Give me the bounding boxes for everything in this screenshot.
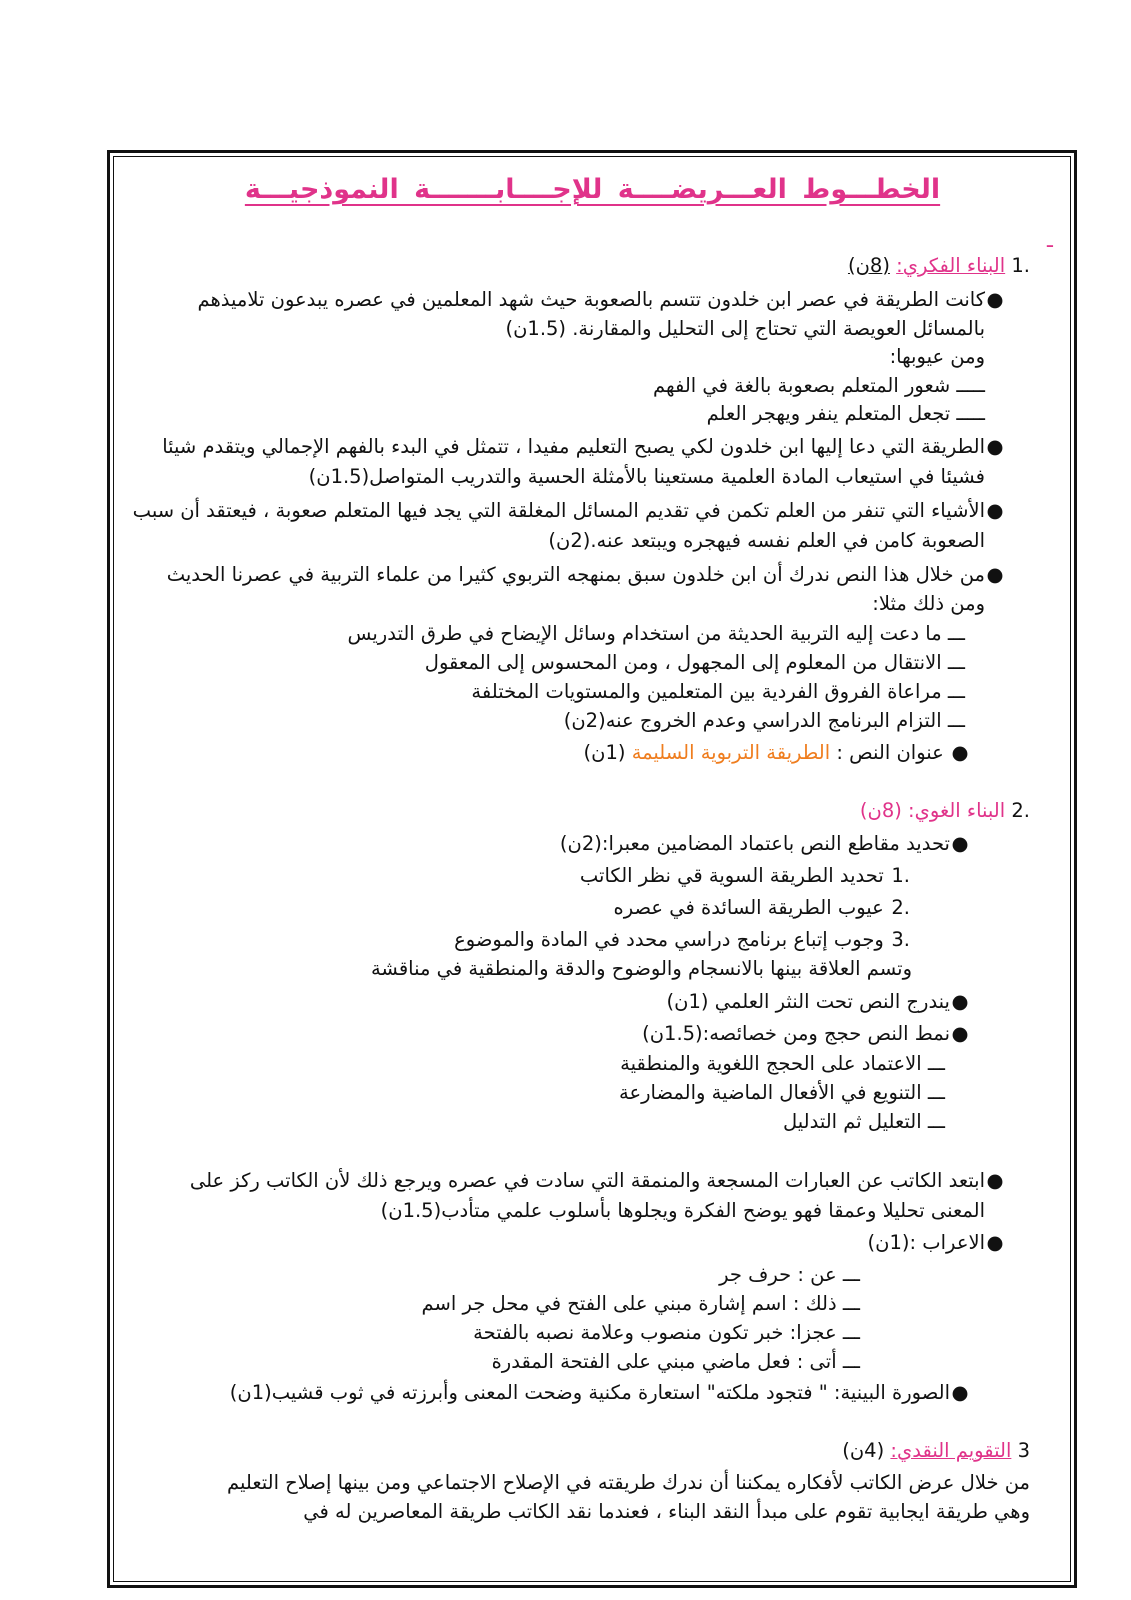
- s1-line-11: ومن ذلك مثلا:: [872, 592, 985, 615]
- section-1-points: (8ن): [847, 254, 890, 277]
- s2-parsing-item-3: ـــ عجزا: خبر تكون منصوب وعلامة نصبه بالفتحة: [473, 1321, 860, 1344]
- s1-line-13: ـــ الانتقال من المعلوم إلى المجهول ، ومن المحسوس إلى المعقول: [424, 651, 965, 674]
- s1-line-3: ومن عيوبها:: [889, 345, 985, 368]
- s2-style-line-2: المعنى تحليلا وعمقا فهو يوضح الفكرة ويجلوها بأسلوب علمي متأدب(1.5ن): [380, 1199, 985, 1222]
- section-2-points: (8ن): [859, 799, 902, 822]
- s2-parsing-label: ●الاعراب :(1ن): [867, 1231, 1004, 1254]
- text-title-points: (1ن): [583, 741, 626, 764]
- s1-line-10: ●من خلال هذا النص ندرك أن ابن خلدون سبق بمنهجه التربوي كثيرا من علماء التربية في عصرنا الحديث: [166, 563, 1004, 586]
- s2-image-line: ●الصورة البينية: " فتجود ملكته" استعارة مكنية وضحت المعنى وأبرزته في ثوب قشيب(1ن): [229, 1381, 969, 1404]
- s1-line-9: الصعوبة كامن في العلم نفسه فيهجره ويبتعد عنه.(2ن): [548, 529, 985, 552]
- s1-line-4: ـــــ شعور المتعلم بصعوبة بالغة في الفهم: [653, 374, 985, 397]
- s2-parsing-item-2: ـــ ذلك : اسم إشارة مبني على الفتح في محل جر اسم: [421, 1292, 860, 1315]
- s1-line-1: ●كانت الطريقة في عصر ابن خلدون تتسم بالصعوبة حيث شهد المعلمين في عصره يبدعون تلاميذهم: [197, 288, 1004, 311]
- section-1-title: البناء الفكري:: [896, 254, 1006, 277]
- s2-segment-3: .3 وجوب إتباع برنامج دراسي محدد في المادة والموضوع: [454, 928, 910, 951]
- s2-pattern-line: ●نمط النص حجج ومن خصائصه:(1.5ن): [642, 1022, 969, 1045]
- section-2-number: .2: [1011, 799, 1030, 822]
- text-title-label: عنوان النص :: [836, 741, 944, 764]
- s1-line-14: ـــ مراعاة الفروق الفردية بين المتعلمين والمستويات المختلفة: [471, 680, 965, 703]
- s1-line-7: فشيئا في استيعاب المادة العلمية مستعينا بالأمثلة الحسية والتدريب المتواصل(1.5ن): [308, 465, 985, 488]
- s1-line-8: ●الأشياء التي تنفر من العلم تكمن في تقديم المسائل المغلقة التي يجد فيها المتعلم صعوبة ، فيعتقد أن سبب: [132, 499, 1004, 522]
- s2-segments-intro: ●تحديد مقاطع النص باعتماد المضامين معبرا:(2ن): [559, 832, 969, 855]
- s1-text-title: ● عنوان النص : الطريقة التربوية السليمة (1ن): [583, 741, 969, 764]
- section-3-number: 3: [1017, 1439, 1030, 1462]
- document-title: الخطـــوط العـــريضــــة للإجــــابـــــــة النموذجيـــة: [244, 174, 941, 205]
- s2-parsing-item-4: ـــ أتى : فعل ماضي مبني على الفتحة المقدرة: [491, 1350, 860, 1373]
- section-1-number: .1: [1011, 254, 1030, 277]
- stray-mark: ـ: [1047, 228, 1053, 252]
- s2-segment-1: .1 تحديد الطريقة السوية قي نظر الكاتب: [579, 864, 910, 887]
- s2-pattern-item-1: ـــ الاعتماد على الحجج اللغوية والمنطقية: [620, 1052, 945, 1075]
- s3-line-1: من خلال عرض الكاتب لأفكاره يمكننا أن ندرك طريقته في الإصلاح الاجتماعي ومن بينها إصلاح التعليم: [227, 1471, 1030, 1494]
- document-page: [125, 160, 1060, 1580]
- section-3-heading: [842, 1438, 1030, 1464]
- s1-line-2: بالمسائل العويصة التي تحتاج إلى التحليل والمقارنة. (1.5ن): [505, 317, 985, 340]
- section-2-title: البناء الغوي:: [908, 799, 1006, 822]
- s2-segment-2: .2 عيوب الطريقة السائدة في عصره: [613, 896, 910, 919]
- section-3-points: (4ن): [842, 1439, 885, 1462]
- s1-line-6: ●الطريقة التي دعا إليها ابن خلدون لكي يصبح التعليم مفيدا ، تتمثل في البدء بالفهم الإجمالي ويتقدم شيئا: [162, 435, 1004, 458]
- s1-line-15: ـــ التزام البرنامج الدراسي وعدم الخروج عنه(2ن): [563, 709, 965, 732]
- s2-pattern-item-3: ـــ التعليل ثم التدليل: [783, 1110, 945, 1133]
- s1-line-5: ـــــ تجعل المتعلم ينفر ويهجر العلم: [706, 402, 985, 425]
- s3-line-2: وهي طريقة ايجابية تقوم على مبدأ النقد البناء ، فعندما نقد الكاتب طريقة المعاصرين له في: [303, 1500, 1030, 1523]
- s2-relation-line: وتسم العلاقة بينها بالانسجام والوضوح والدقة والمنطقية في مناقشة: [370, 957, 912, 980]
- text-title-value: الطريقة التربوية السليمة: [631, 741, 831, 764]
- section-2-heading: [860, 798, 1030, 824]
- s2-pattern-item-2: ـــ التنويع في الأفعال الماضية والمضارعة: [619, 1081, 945, 1104]
- s2-style-line-1: ●ابتعد الكاتب عن العبارات المسجعة والمنمقة التي سادت في عصره ويرجع ذلك لأن الكاتب ركز على: [189, 1169, 1004, 1192]
- s1-line-12: ـــ ما دعت إليه التربية الحديثة من استخدام وسائل الإيضاح في طرق التدريس: [347, 622, 965, 645]
- s2-genre-line: ●يندرج النص تحت النثر العلمي (1ن): [666, 990, 969, 1013]
- section-3-title: التقويم النقدي:: [890, 1439, 1012, 1462]
- s2-parsing-item-1: ـــ عن : حرف جر: [719, 1263, 860, 1286]
- section-1-heading: [848, 253, 1030, 279]
